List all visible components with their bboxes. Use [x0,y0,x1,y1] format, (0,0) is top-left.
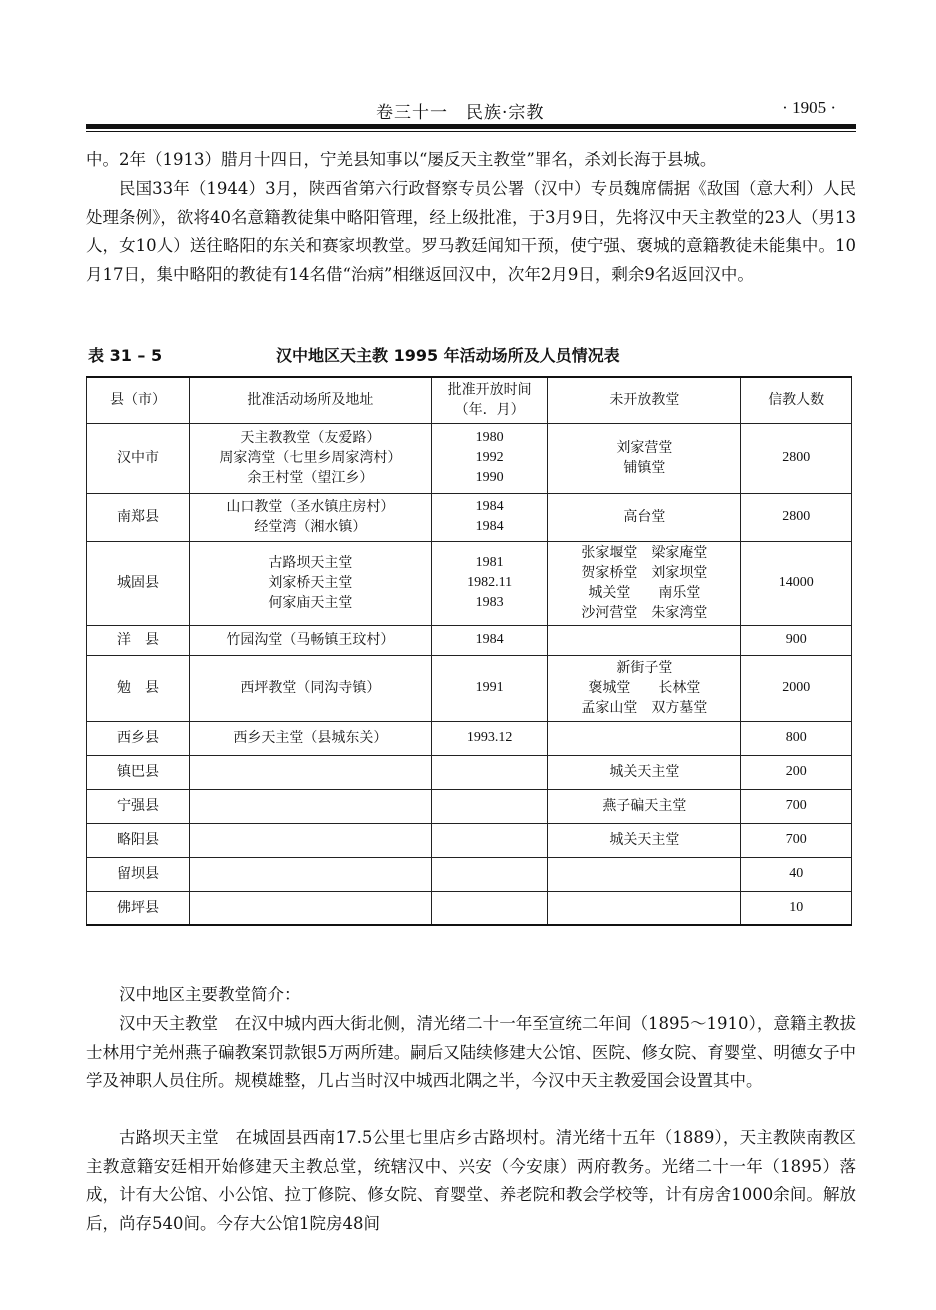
cell-believers: 200 [741,755,852,789]
cell-closed-churches [548,891,741,925]
cell-county: 西乡县 [87,721,190,755]
venue-line: 山口教堂（圣水镇庄房村） [226,499,395,515]
cell-believers: 10 [741,891,852,925]
cell-county: 洋 县 [87,625,190,655]
cell-believers: 900 [741,625,852,655]
open-time-line: 1984 [475,499,504,514]
open-time-line: 1981 [475,555,504,570]
open-time-line: 1993.12 [466,730,513,745]
cell-venues [190,655,432,721]
cell-believers: 14000 [741,541,852,625]
cell-closed-churches [548,541,741,625]
cell-venues [190,423,432,493]
cell-venues [190,857,432,891]
open-time-line: 1982.11 [467,575,513,590]
table-row [87,625,852,655]
paragraph-continued: 中。2年（1913）腊月十四日，宁羌县知事以“屡反天主教堂”罪名，杀刘长海于县城。 [86,150,717,169]
table-row [87,857,852,891]
entry-name: 古路坝天主堂 [119,1128,219,1147]
cell-closed-churches [548,789,741,823]
closed-church-line: 沙河营堂 朱家湾堂 [581,605,708,621]
table-title: 汉中地区天主教 1995 年活动场所及人员情况表 [276,346,620,365]
table-header-row [87,377,852,423]
closed-church-line: 城关天主堂 [609,764,680,780]
cell-believers: 700 [741,789,852,823]
cell-county: 南郑县 [87,493,190,541]
open-time-line: 1990 [475,470,504,485]
page-number: · 1905 · [782,98,836,117]
closed-church-line: 城关天主堂 [609,832,680,848]
cell-believers: 40 [741,857,852,891]
table-caption [86,343,856,367]
cell-open-time [431,625,548,655]
venue-line: 天主教教堂（友爱路） [240,430,381,446]
table-row [87,789,852,823]
cell-closed-churches [548,493,741,541]
cell-venues [190,541,432,625]
open-time-line: 1980 [475,430,504,445]
cell-county: 镇巴县 [87,755,190,789]
closed-church-line: 燕子碥天主堂 [602,798,687,814]
cell-venues [190,493,432,541]
cell-closed-churches [548,625,741,655]
entry-text: 在城固县西南17.5公里七里店乡古路坝村。清光绪十五年（1889），天主教陕南教区主教意籍安廷相开始修建天主教总堂，统辖汉中、兴安（今安康）两府教务。光绪二十一年（1895）落成，计有大公馆、小公馆、拉丁修院、修女院、育婴堂、养老院和教会学校等，计有房舍1000余间。解放后，尚存540间。今存大公馆1院房48间 [86,1128,857,1233]
cell-county: 宁强县 [87,789,190,823]
table-row [87,423,852,493]
cell-believers: 2800 [741,493,852,541]
venue-line: 竹园沟堂（马畅镇王玟村） [226,632,395,648]
chapter-title: 卷三十一 民族·宗教 [376,103,545,123]
cell-open-time [431,423,548,493]
entry-name: 汉中天主教堂 [119,1014,219,1033]
cell-open-time [431,655,548,721]
cell-open-time [431,755,548,789]
open-time-line: 1991 [475,680,504,695]
paragraph-1944: 民国33年（1944）3月，陕西省第六行政督察专员公署（汉中）专员魏席儒据《敌国（意大利）人民处理条例》，欲将40名意籍教徒集中略阳管理，经上级批准，于3月9日，先将汉中天主教堂的23人（男13人，女10人）送往略阳的东关和赛家坝教堂。罗马教廷闻知干预，使宁强、褒城的意籍教徒未能集中。10月17日，集中略阳的教徒有14名借“治病”相继返回汉中，次年2月9日，剩余9名返回汉中。 [86,179,856,284]
header-open-time [431,377,548,423]
cell-county: 略阳县 [87,823,190,857]
venue-line: 余王村堂（望江乡） [247,470,374,486]
table-row [87,755,852,789]
entry-text: 在汉中城内西大街北侧，清光绪二十一年至宣统二年间（1895～1910），意籍主教拔士林用宁羌州燕子碥教案罚款银5万两所建。嗣后又陆续修建大公馆、医院、修女院、育婴堂、明德女子中学及神职人员住所。规模雄整，几占当时汉中城西北隅之半，今汉中天主教爱国会设置其中。 [86,1014,857,1090]
header-rule-thin [86,131,856,132]
header-believers: 信教人数 [741,377,852,423]
header-venues: 批准活动场所及地址 [190,377,432,423]
closed-church-line: 张家堰堂 梁家庵堂 [581,545,708,561]
header-open-time-line2: （年．月） [454,402,525,419]
closed-church-line: 孟家山堂 双方墓堂 [581,700,708,716]
cell-county: 佛坪县 [87,891,190,925]
table-row [87,721,852,755]
closed-church-line: 褒城堂 长林堂 [588,680,701,696]
closed-church-line: 贺家桥堂 刘家坝堂 [581,565,708,581]
entry-gulu-church [86,1124,856,1238]
cell-venues [190,789,432,823]
header-open-time-line1: 批准开放时间 [447,382,532,399]
cell-open-time [431,721,548,755]
venue-line: 何家庙天主堂 [268,595,353,611]
cell-venues [190,721,432,755]
cell-venues [190,823,432,857]
table-body [87,423,852,925]
cell-open-time [431,493,548,541]
venue-line: 西坪教堂（同沟寺镇） [240,680,381,696]
venue-line: 周家湾堂（七里乡周家湾村） [219,450,402,466]
cell-open-time [431,789,548,823]
cell-open-time [431,823,548,857]
cell-closed-churches [548,655,741,721]
cell-believers: 700 [741,823,852,857]
venue-line: 刘家桥天主堂 [268,575,353,591]
cell-believers: 800 [741,721,852,755]
venue-line: 经堂湾（湘水镇） [254,519,367,535]
section-intro: 汉中地区主要教堂简介： [119,985,301,1004]
cell-believers: 2800 [741,423,852,493]
header-county: 县（市） [87,377,190,423]
table-row [87,823,852,857]
cell-county: 城固县 [87,541,190,625]
cell-venues [190,891,432,925]
table-row [87,891,852,925]
header-rule-thick [86,124,856,129]
cell-county: 勉 县 [87,655,190,721]
cell-closed-churches [548,823,741,857]
cell-closed-churches [548,721,741,755]
open-time-line: 1983 [475,595,504,610]
table-row [87,541,852,625]
cell-venues [190,625,432,655]
table-row [87,493,852,541]
cell-open-time [431,891,548,925]
cell-closed-churches [548,423,741,493]
cell-venues [190,755,432,789]
cell-closed-churches [548,857,741,891]
header-closed: 未开放教堂 [548,377,741,423]
cell-open-time [431,541,548,625]
cell-believers: 2000 [741,655,852,721]
cell-county: 汉中市 [87,423,190,493]
closed-church-line: 新街子堂 [616,660,673,676]
cell-county: 留坝县 [87,857,190,891]
closed-church-line: 刘家营堂 [616,440,673,456]
closed-church-line: 高台堂 [623,509,666,525]
venue-line: 古路坝天主堂 [268,555,353,571]
venue-table [86,376,852,926]
entry-hanzhong-church [86,1010,856,1096]
closed-church-line: 铺镇堂 [623,460,666,476]
open-time-line: 1984 [475,519,504,534]
cell-open-time [431,857,548,891]
open-time-line: 1992 [475,450,504,465]
cell-closed-churches [548,755,741,789]
page-header [86,96,856,126]
closed-church-line: 城关堂 南乐堂 [588,585,701,601]
venue-line: 西乡天主堂（县城东关） [233,730,388,746]
table-row [87,655,852,721]
table-number: 表 31 – 5 [88,346,163,365]
open-time-line: 1984 [475,632,504,647]
